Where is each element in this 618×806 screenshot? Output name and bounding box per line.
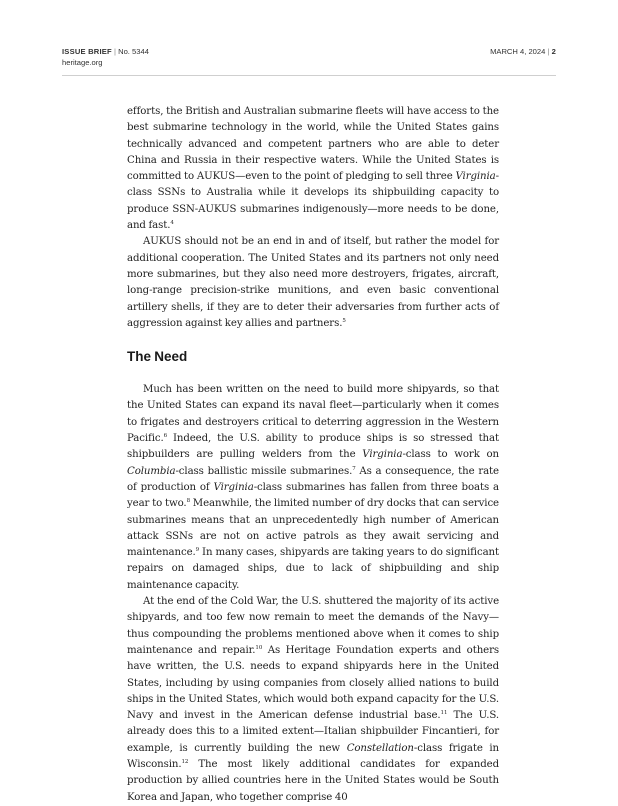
text-run: As a consequence, the rate of production of bbox=[127, 465, 499, 493]
header-right bbox=[490, 47, 556, 58]
italic-term: Constellation bbox=[346, 742, 414, 754]
text-run: -class ballistic missile submarines. bbox=[175, 465, 353, 477]
text-run: The most likely additional candidates for expanded production by allied countries here in the United States would be South Korea and Japan, who together comprise 40 bbox=[127, 758, 499, 803]
footnote-ref: 6 bbox=[163, 433, 168, 440]
footnote-ref: 11 bbox=[440, 710, 448, 717]
paragraph-1 bbox=[127, 104, 499, 234]
text-run: AUKUS should not be an end in and of itself, but rather the model for additional cooperation. The United States and its partners not only need more submarines, but they also need more destroyers, frigates, aircraft, long-range precision-strike munitions, and even basic conventional artillery shells, if they are to deter their adversaries from further acts of aggression against key allies and partners. bbox=[127, 236, 499, 329]
text-run: As Heritage Foundation experts and others have written, the U.S. needs to expand shipyards here in the United States, including by using companies from closely allied nations to build ships in the United States, which would both expand capacity for the U.S. Navy and invest in the American defense industrial base. bbox=[127, 644, 499, 722]
footnote-ref: 4 bbox=[170, 220, 174, 227]
footnote-ref: 12 bbox=[181, 758, 189, 765]
paragraph-3 bbox=[127, 382, 499, 594]
text-run: -class to work on bbox=[402, 449, 499, 461]
footnote-ref: 10 bbox=[255, 644, 263, 651]
issue-number: No. 5344 bbox=[118, 47, 149, 56]
text-run: At the end of the Cold War, the U.S. shuttered the majority of its active shipyards, and too few now remain to meet the demands of the Navy—thus compounding the problems mentioned above when it comes to ship maintenance and repair. bbox=[127, 596, 499, 656]
text-run: The U.S. already does this to a limited extent—Italian shipbuilder Fincantieri, for example, is currently building the new bbox=[127, 710, 499, 754]
italic-term: Virginia bbox=[455, 171, 496, 183]
italic-term: Virginia bbox=[213, 481, 254, 493]
header-left bbox=[62, 47, 149, 68]
footnote-ref: 9 bbox=[195, 547, 200, 554]
header-separator-right: | bbox=[545, 47, 552, 56]
page-number: 2 bbox=[551, 47, 556, 56]
publication-date: MARCH 4, 2024 bbox=[490, 47, 546, 56]
text-run: Indeed, the U.S. ability to produce ships is so stressed that shipbuilders are pulling welders from the bbox=[127, 433, 499, 461]
series-label: ISSUE BRIEF bbox=[62, 47, 112, 56]
paragraph-2 bbox=[127, 234, 499, 332]
issue-brief-line bbox=[62, 47, 149, 58]
footnote-ref: 8 bbox=[186, 498, 190, 505]
italic-term: Virginia bbox=[362, 449, 403, 461]
text-run: In many cases, shipyards are taking years to do significant repairs on damaged ships, due to lack of shipbuilding and ship maintenance capacity. bbox=[127, 547, 499, 591]
paragraph-4 bbox=[127, 594, 499, 806]
header-rule bbox=[62, 75, 556, 76]
text-run: Meanwhile, the limited number of dry docks that can service submarines means that an unprecedentedly high number of American attack SSNs are not on active patrols as they await servicing and maintenance. bbox=[127, 498, 499, 559]
page-header bbox=[62, 47, 556, 68]
text-run: -class submarines has fallen from three boats a year to two. bbox=[127, 481, 499, 510]
footnote-ref: 7 bbox=[352, 465, 356, 472]
site-name: heritage.org bbox=[62, 57, 103, 67]
text-run: -class frigate in Wisconsin. bbox=[127, 742, 500, 770]
header-separator: | bbox=[111, 47, 119, 56]
text-run: efforts, the British and Australian submarine fleets will have access to the best submarine technology in the world, while the United States gains technically advanced and competent partners who are able to deter China and Russia in their respective waters. While the United States is committed to AUKUS—even to the point of pledging to sell three bbox=[127, 106, 499, 183]
article-body bbox=[127, 104, 499, 806]
italic-term: Columbia bbox=[127, 465, 176, 477]
text-run: Much has been written on the need to build more shipyards, so that the United States can expand its naval fleet—particularly when it comes to frigates and destroyers critical to deterring aggression in the Western Pacific. bbox=[127, 384, 499, 445]
text-run: -class SSNs to Australia while it develops its shipbuilding capacity to produce SSN-AUKUS submarines indigenously—more needs to be done, and fast. bbox=[127, 171, 499, 232]
section-heading: The Need bbox=[127, 349, 188, 365]
footnote-ref: 5 bbox=[342, 317, 346, 324]
